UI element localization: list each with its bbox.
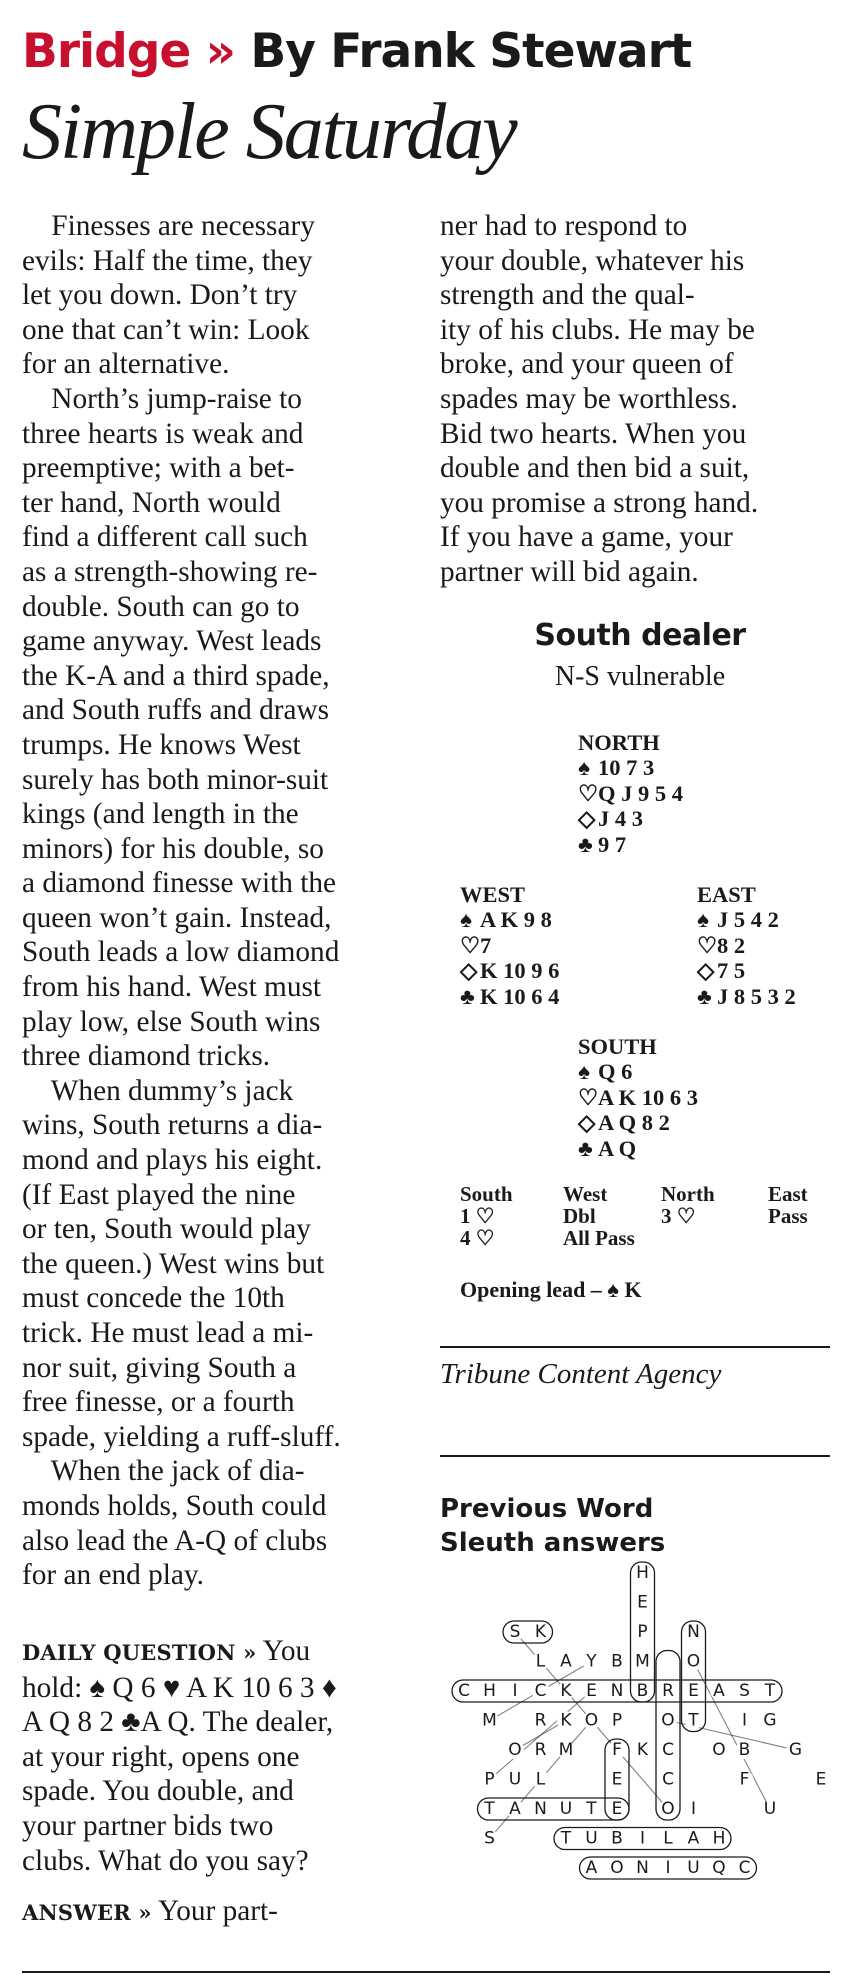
spade-icon: ♠ <box>578 1059 590 1085</box>
article-line: spades may be worthless. <box>440 382 738 415</box>
previous-answers-heading <box>440 1492 665 1560</box>
puzzle-letter: I <box>741 1710 748 1731</box>
article-line: one that can’t win: Look <box>22 313 310 346</box>
article-line: ter hand, North would <box>22 486 281 519</box>
puzzle-letter: E <box>688 1681 699 1701</box>
bid: Dbl <box>563 1204 596 1228</box>
article-line: monds holds, South could <box>22 1489 327 1522</box>
puzzle-letter: E <box>815 1769 827 1790</box>
puzzle-letter: K <box>636 1740 649 1760</box>
puzzle-letter: N <box>610 1681 624 1701</box>
answer-label: ANSWER » <box>22 1900 152 1926</box>
puzzle-letter: I <box>665 1858 671 1878</box>
puzzle-letter: N <box>534 1799 547 1819</box>
kicker-separator: » <box>205 24 236 79</box>
puzzle-letter: A <box>585 1858 598 1878</box>
puzzle-letter: O <box>712 1740 726 1760</box>
article-line: Bid two hearts. When you <box>440 417 747 450</box>
daily-question-line: A Q 8 2 ♣A Q. The dealer, <box>22 1706 334 1739</box>
puzzle-letter: M <box>558 1740 574 1760</box>
hearts-holding: A K 10 6 3 <box>598 1084 699 1110</box>
article-line: evils: Half the time, they <box>22 244 313 277</box>
puzzle-letter: K <box>534 1622 547 1642</box>
word-sleuth-grid <box>440 1555 850 1955</box>
previous-heading-line: Sleuth answers <box>440 1528 666 1558</box>
article-line: game anyway. West leads <box>22 625 322 658</box>
spade-icon: ♠ <box>697 907 709 933</box>
puzzle-letter: L <box>535 1651 546 1672</box>
article-line: the queen.) West wins but <box>22 1247 325 1280</box>
article-line: ity of his clubs. He may be <box>440 313 755 346</box>
puzzle-letter: C <box>662 1740 674 1760</box>
article-line: as a strength-showing re- <box>22 555 318 588</box>
spades-holding: J 5 4 2 <box>717 907 779 933</box>
puzzle-letter: E <box>611 1769 623 1790</box>
heart-icon: ♡ <box>697 932 718 958</box>
article-line: find a different call such <box>22 521 308 554</box>
column-kicker <box>22 22 852 82</box>
puzzle-letter: K <box>560 1681 572 1701</box>
diamonds-holding: J 4 3 <box>598 806 643 832</box>
headline: Simple Saturday <box>22 88 516 176</box>
puzzle-letter: A <box>509 1799 521 1819</box>
puzzle-letter: P <box>637 1622 648 1642</box>
bid: All Pass <box>563 1226 635 1250</box>
answer-stroke <box>490 1691 592 1780</box>
clubs-holding: A Q <box>598 1135 637 1161</box>
club-icon: ♣ <box>460 983 475 1009</box>
article-line: When dummy’s jack <box>22 1074 294 1107</box>
diamond-icon: ◇ <box>697 958 715 984</box>
article-line: and South ruffs and draws <box>22 694 330 727</box>
puzzle-letter: S <box>484 1828 495 1849</box>
puzzle-letter: S <box>739 1681 750 1701</box>
diamonds-holding: 7 5 <box>717 958 746 984</box>
puzzle-letter: B <box>636 1681 649 1701</box>
puzzle-letter: E <box>586 1681 597 1701</box>
puzzle-letter: G <box>788 1740 803 1760</box>
puzzle-letter: T <box>586 1799 597 1819</box>
puzzle-letter: L <box>535 1769 546 1790</box>
puzzle-letter: I <box>639 1828 646 1849</box>
article-line: must concede the 10th <box>22 1282 285 1315</box>
hearts-holding: 7 <box>480 932 492 958</box>
west-hand <box>460 882 559 1009</box>
puzzle-letter: U <box>559 1799 573 1819</box>
hand-label: EAST <box>697 882 756 907</box>
article-line: for an alternative. <box>22 348 230 381</box>
article-line: Finesses are necessary <box>22 210 315 242</box>
puzzle-letter: C <box>738 1858 751 1878</box>
article-line: mond and plays his eight. <box>22 1144 323 1177</box>
spades-holding: Q 6 <box>598 1059 633 1085</box>
article-line: queen won’t gain. Instead, <box>22 901 332 934</box>
puzzle-letter: E <box>637 1592 648 1613</box>
article-line: your double, whatever his <box>440 244 745 277</box>
article-line: strength and the qual- <box>440 279 695 312</box>
column-brand: Bridge <box>22 24 191 79</box>
previous-heading-line: Previous Word <box>440 1494 654 1524</box>
puzzle-letter: C <box>534 1681 547 1701</box>
puzzle-letter: Y <box>586 1651 597 1672</box>
daily-question-line: hold: ♠ Q 6 ♥ A K 10 6 3 ♦ <box>22 1671 337 1704</box>
article-line: trumps. He knows West <box>22 728 301 761</box>
puzzle-letter: M <box>482 1710 497 1731</box>
puzzle-letter: K <box>560 1710 572 1731</box>
puzzle-letter: L <box>663 1828 673 1849</box>
puzzle-letter: A <box>713 1681 725 1701</box>
puzzle-letter: T <box>688 1710 699 1731</box>
article-line: preemptive; with a bet- <box>22 452 295 485</box>
puzzle-letter: N <box>687 1622 700 1642</box>
article-line: the K-A and a third spade, <box>22 659 330 692</box>
daily-question-line: clubs. What do you say? <box>22 1844 309 1877</box>
vulnerability: N-S vulnerable <box>554 661 726 692</box>
clubs-holding: J 8 5 3 2 <box>717 983 796 1009</box>
puzzle-letter: P <box>484 1769 495 1790</box>
daily-question-label: DAILY QUESTION » <box>22 1640 257 1665</box>
article-line: three hearts is weak and <box>22 417 304 450</box>
article-line: from his hand. West must <box>22 971 322 1004</box>
puzzle-letter: I <box>512 1681 518 1701</box>
puzzle-letter: A <box>560 1651 572 1672</box>
puzzle-letter: G <box>763 1710 777 1731</box>
heart-icon: ♡ <box>460 932 481 958</box>
puzzle-letter: F <box>612 1740 622 1760</box>
puzzle-letter: O <box>661 1710 675 1731</box>
hand-label: NORTH <box>578 730 660 755</box>
puzzle-letter: B <box>611 1651 623 1672</box>
diamond-icon: ◇ <box>578 806 596 832</box>
puzzle-letter: T <box>484 1799 495 1819</box>
answer-capsule <box>656 1651 680 1821</box>
divider <box>440 1455 830 1457</box>
hearts-holding: 8 2 <box>717 932 746 958</box>
clubs-holding: K 10 6 4 <box>480 983 560 1009</box>
puzzle-letter: H <box>483 1681 496 1701</box>
club-icon: ♣ <box>578 1135 593 1161</box>
byline: By Frank Stewart <box>250 24 692 79</box>
article-line: South leads a low diamond <box>22 936 340 969</box>
article-right-column <box>440 209 840 590</box>
puzzle-letter: H <box>636 1563 649 1583</box>
spade-icon: ♠ <box>460 907 472 933</box>
puzzle-letter: R <box>534 1710 547 1731</box>
puzzle-letter: O <box>584 1710 599 1731</box>
puzzle-letter: O <box>686 1651 701 1672</box>
credit: Tribune Content Agency <box>440 1358 722 1390</box>
puzzle-letter: B <box>611 1828 623 1849</box>
daily-question <box>22 1634 422 1931</box>
header <box>22 22 852 180</box>
bidding-header: North <box>661 1182 715 1206</box>
diamond-icon: ◇ <box>460 958 478 984</box>
puzzle-letter: U <box>585 1828 598 1849</box>
bottom-divider <box>22 1971 830 1973</box>
club-icon: ♣ <box>578 831 593 857</box>
bid: 1 ♡ <box>460 1204 495 1228</box>
deal-title: South dealer <box>534 618 746 653</box>
spade-icon: ♠ <box>578 755 590 781</box>
club-icon: ♣ <box>697 983 712 1009</box>
daily-question-line: your partner bids two <box>22 1809 274 1842</box>
divider <box>440 1346 830 1348</box>
puzzle-letter: O <box>508 1740 522 1760</box>
puzzle-letter: C <box>458 1681 470 1701</box>
puzzle-letter: F <box>739 1769 750 1790</box>
puzzle-letter: U <box>763 1799 777 1819</box>
bidding-header: South <box>460 1182 513 1206</box>
heart-icon: ♡ <box>578 780 599 806</box>
puzzle-letter: B <box>738 1740 751 1760</box>
article-line: three diamond tricks. <box>22 1040 271 1073</box>
puzzle-letter: N <box>636 1858 649 1878</box>
article-line: North’s jump-raise to <box>22 382 302 415</box>
article-line: play low, else South wins <box>22 1005 321 1038</box>
spades-holding: A K 9 8 <box>480 907 552 933</box>
spades-holding: 10 7 3 <box>598 755 655 781</box>
article-line: a diamond finesse with the <box>22 867 337 900</box>
puzzle-letter: H <box>712 1828 726 1849</box>
article-line: wins, South returns a dia- <box>22 1109 323 1142</box>
article-line: double. South can go to <box>22 590 300 623</box>
answer-stroke <box>694 1662 771 1810</box>
puzzle-letter: I <box>690 1799 697 1819</box>
article-line: ner had to respond to <box>440 210 688 242</box>
diamonds-holding: K 10 9 6 <box>480 958 560 984</box>
puzzle-letter: M <box>635 1651 650 1672</box>
east-hand <box>697 882 796 1009</box>
article-line: for an end play. <box>22 1559 204 1592</box>
article-line: trick. He must lead a mi- <box>22 1317 314 1349</box>
hand-label: SOUTH <box>578 1034 657 1059</box>
puzzle-letter: U <box>687 1858 700 1878</box>
daily-question-line: at your right, opens one <box>22 1740 300 1773</box>
article-left-column <box>22 209 422 1593</box>
clubs-holding: 9 7 <box>598 831 627 857</box>
article-line: minors) for his double, so <box>22 832 324 865</box>
article-line: let you down. Don’t try <box>22 279 298 312</box>
south-hand <box>578 1034 698 1161</box>
diamonds-holding: A Q 8 2 <box>598 1110 670 1136</box>
article-line: If you have a game, your <box>440 521 733 554</box>
hearts-holding: Q J 9 5 4 <box>598 780 684 806</box>
article-line: double and then bid a suit, <box>440 452 750 485</box>
puzzle-letter: R <box>534 1740 547 1760</box>
puzzle-letter: T <box>560 1828 572 1849</box>
bidding-header: West <box>563 1182 608 1206</box>
bid: 3 ♡ <box>661 1204 696 1228</box>
hand-label: WEST <box>460 882 526 907</box>
article-line: you promise a strong hand. <box>440 486 759 519</box>
article-line: surely has both minor-suit <box>22 763 329 796</box>
article-line: also lead the A-Q of clubs <box>22 1524 328 1557</box>
answer-capsule <box>478 1798 630 1820</box>
answer-text: Your part- <box>151 1895 278 1928</box>
bid: Pass <box>768 1204 808 1228</box>
puzzle-letter: P <box>611 1710 623 1731</box>
article-line: spade, yielding a ruff-sluff. <box>22 1420 341 1453</box>
puzzle-letter: R <box>662 1681 674 1701</box>
north-hand <box>578 730 683 857</box>
puzzle-letter: A <box>687 1828 700 1849</box>
heart-icon: ♡ <box>578 1084 599 1110</box>
article-line: nor suit, giving South a <box>22 1351 297 1384</box>
daily-question-line: You <box>256 1635 311 1667</box>
puzzle-letter: Q <box>712 1858 726 1878</box>
article-line: partner will bid again. <box>440 555 699 588</box>
bidding-header: East <box>768 1182 808 1206</box>
puzzle-letter: O <box>610 1858 624 1878</box>
diamond-icon: ◇ <box>578 1110 596 1136</box>
article-line: free finesse, or a fourth <box>22 1386 295 1419</box>
article-line: broke, and your queen of <box>440 348 734 381</box>
puzzle-letter: O <box>661 1799 675 1819</box>
puzzle-letter: C <box>662 1769 674 1790</box>
article-line: or ten, South would play <box>22 1213 311 1246</box>
opening-lead: Opening lead – ♠ K <box>460 1277 642 1302</box>
article-line: kings (and length in the <box>22 798 299 831</box>
daily-question-line: spade. You double, and <box>22 1775 294 1808</box>
puzzle-letter: E <box>611 1799 623 1819</box>
puzzle-letter: T <box>764 1681 776 1701</box>
bid: 4 ♡ <box>460 1226 495 1250</box>
puzzle-letter: U <box>508 1769 522 1790</box>
article-line: When the jack of dia- <box>22 1455 305 1488</box>
article-line: (If East played the nine <box>22 1178 296 1211</box>
puzzle-letter: S <box>509 1622 521 1642</box>
